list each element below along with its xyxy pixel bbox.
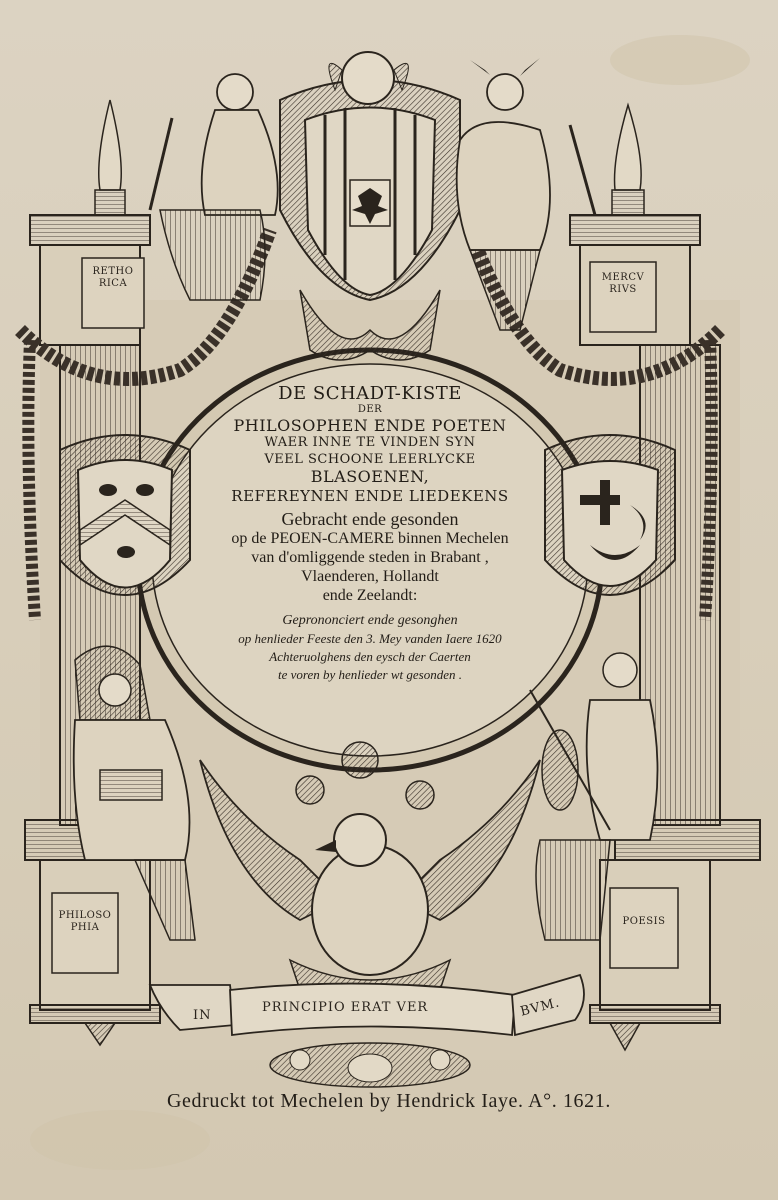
pedestal-label-poesis: POESIS — [622, 916, 666, 927]
title-line-6: BLASOENEN, — [310, 467, 430, 486]
scroll-word-right: BVM. — [518, 995, 562, 1020]
italic-line-4: te voren by henlieder wt gesonden . — [278, 667, 462, 682]
pedestal-label-rethorica: RETHO RICA — [92, 266, 134, 289]
title-line-3: PHILOSOPHEN ENDE POETEN — [233, 416, 507, 435]
title-line-2: DER — [357, 404, 383, 415]
subtitle-line-4: Vlaenderen, Hollandt — [301, 568, 439, 585]
pedestal-label-philosophia: PHILOSO PHIA — [58, 910, 112, 933]
mercurius-figure — [457, 58, 595, 330]
italic-line-2: op henlieder Feeste den 3. Mey vanden Iaere 1620 — [238, 631, 502, 646]
title-line-1: DE SCHADT-KISTE — [278, 383, 462, 404]
title-line-4: WAER INNE TE VINDEN SYN — [264, 435, 476, 450]
pedestal-label-mercurius: MERCV RIVS — [601, 272, 645, 295]
rhetorica-figure — [150, 74, 278, 300]
cherub-head — [342, 52, 394, 104]
imprint-line: Gedruckt tot Mechelen by Hendrick Iaye. A°. 1621. — [167, 1090, 611, 1112]
italic-line-3: Achteruolghens den eysch der Caerten — [269, 649, 471, 664]
italic-line-1: Geprononciert ende gesonghen — [282, 613, 458, 628]
subtitle-line-3: van d'omliggende steden in Brabant , — [251, 549, 489, 566]
title-line-5: VEEL SCHOONE LEERLYCKE — [264, 452, 476, 467]
subtitle-line-5: ende Zeelandt: — [322, 587, 418, 604]
cartouche-text — [170, 384, 570, 684]
scroll-word-middle: PRINCIPIO ERAT VER — [262, 1000, 429, 1015]
subtitle-line-1: Gebracht ende gesonden — [281, 509, 459, 529]
scroll-word-left: IN — [193, 1008, 212, 1023]
title-line-7: REFEREYNEN ENDE LIEDEKENS — [231, 487, 509, 505]
subtitle-line-2: op de PEOEN-CAMERE binnen Mechelen — [231, 530, 509, 547]
